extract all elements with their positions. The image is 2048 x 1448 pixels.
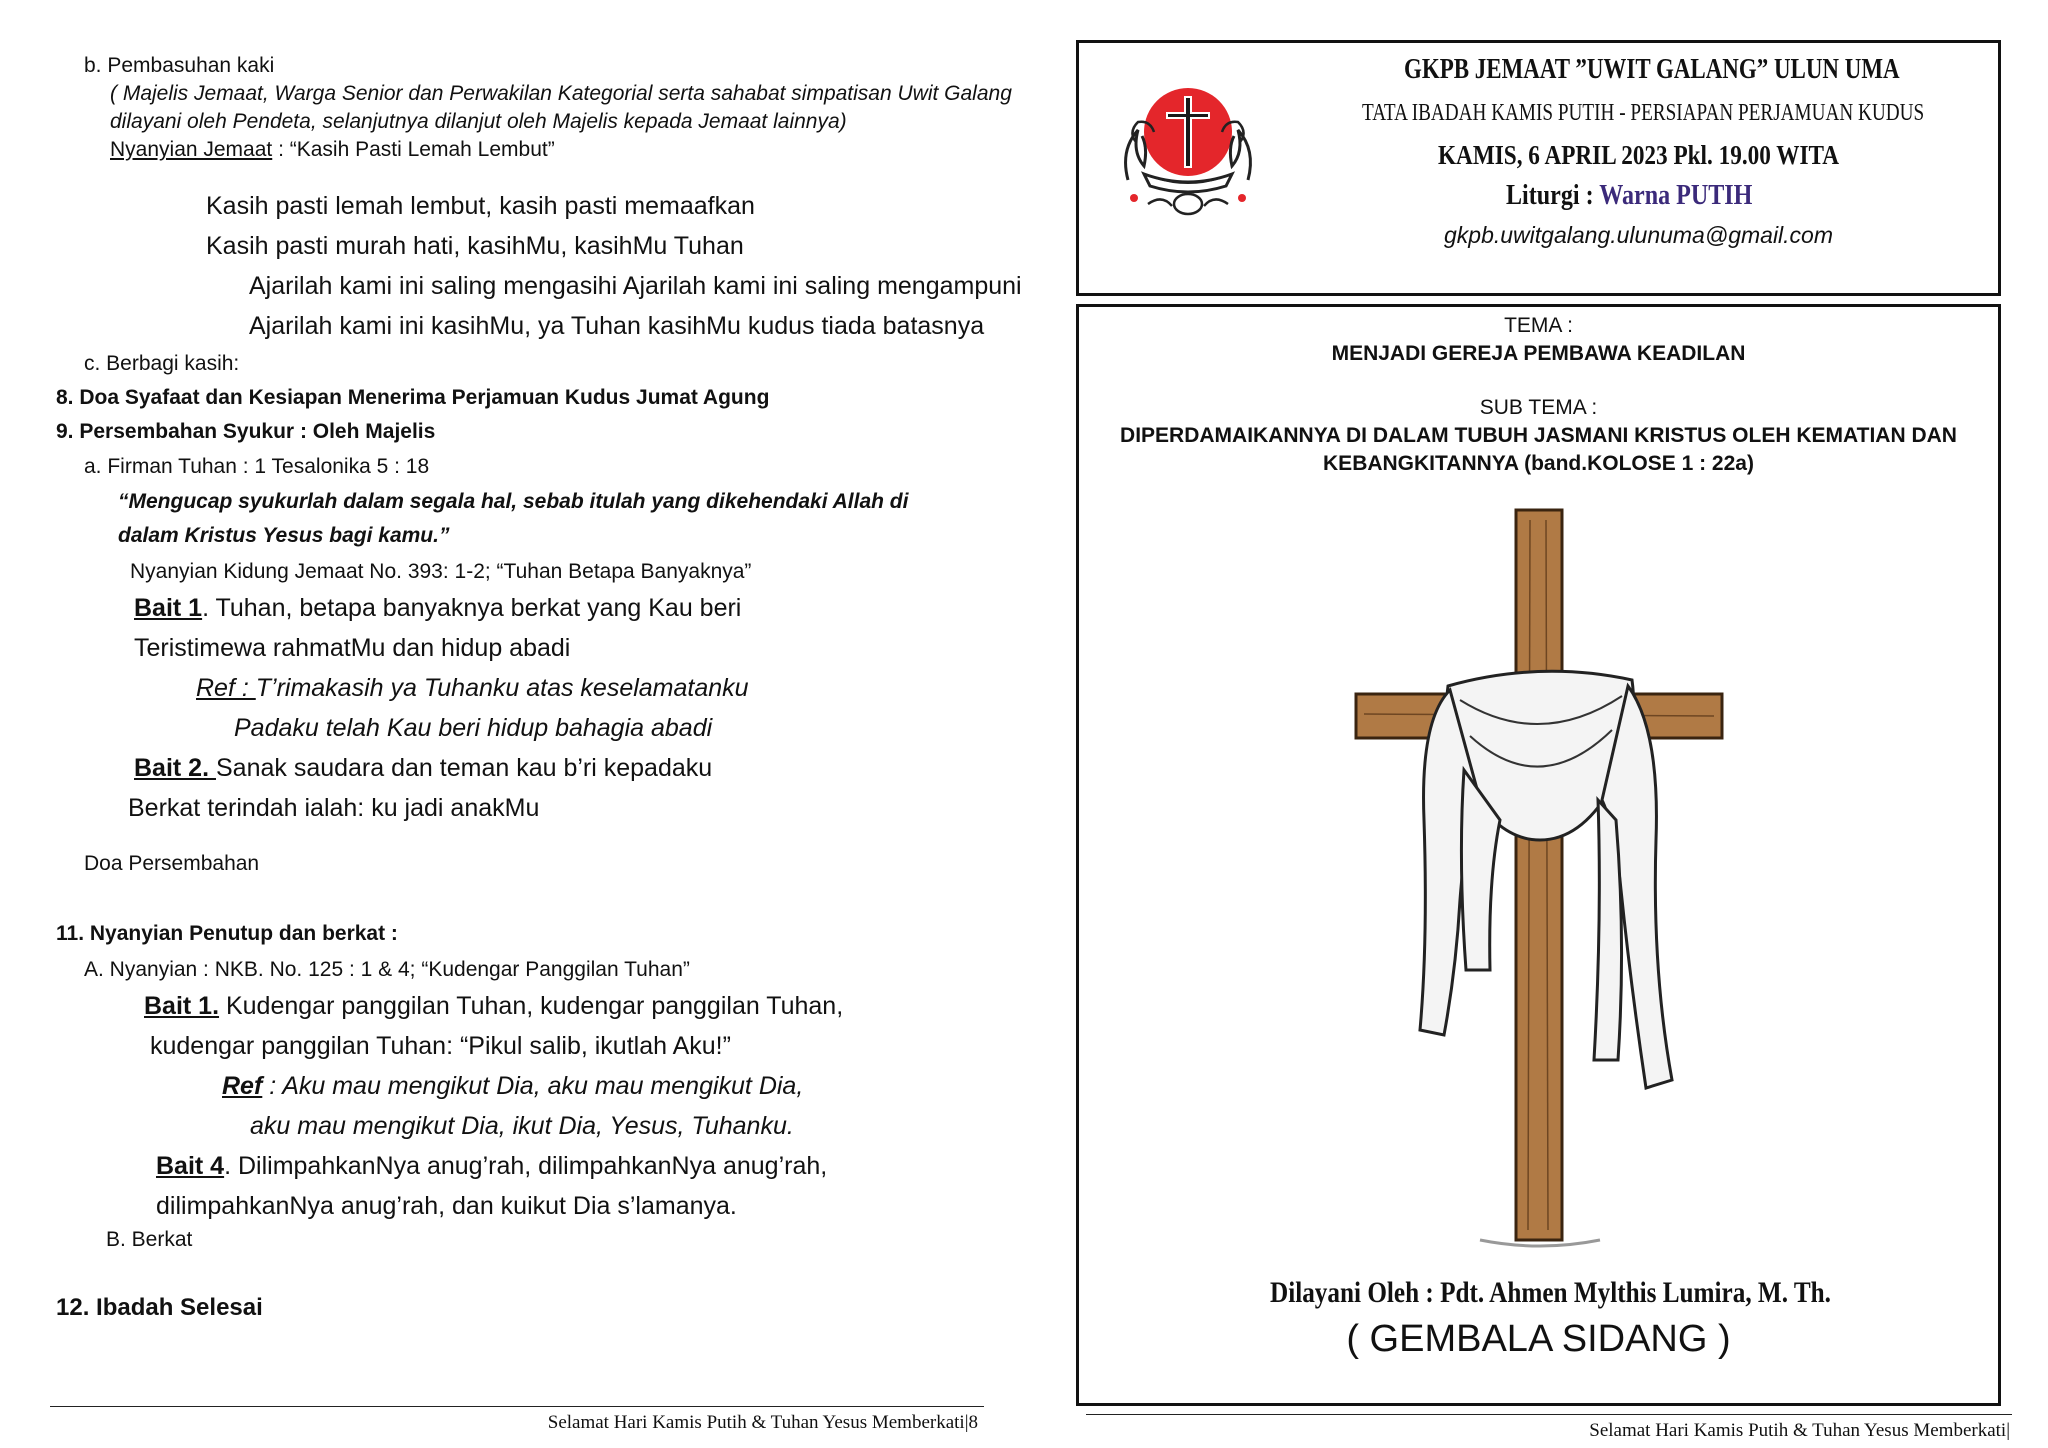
logo-right-dot	[1238, 194, 1246, 202]
ref1-text: T’rimakasih ya Tuhanku atas keselamatanku	[255, 674, 749, 702]
closing-bait4-text: . DilimpahkanNya anug’rah, dilimpahkanNya anug’rah,	[224, 1152, 828, 1180]
verse-line2: dalam Kristus Yesus bagi kamu.”	[118, 524, 450, 547]
logo-flower	[1174, 194, 1202, 214]
bait2-label: Bait 2.	[134, 754, 216, 782]
closing-bait1-line2: kudengar panggilan Tuhan: “Pikul salib, ikutlah Aku!”	[150, 1032, 731, 1060]
right-footer: Selamat Hari Kamis Putih & Tuhan Yesus Memberkati|	[1589, 1420, 2010, 1441]
bait2-line2: Berkat terindah ialah: ku jadi anakMu	[128, 794, 540, 822]
left-footer: Selamat Hari Kamis Putih & Tuhan Yesus Memberkati|8	[547, 1412, 978, 1433]
song1-heading	[110, 138, 555, 162]
church-logo	[1098, 70, 1278, 220]
nyanyian-a: A. Nyanyian : NKB. No. 125 : 1 & 4; “Kudengar Panggilan Tuhan”	[84, 958, 690, 981]
song1-line: Ajarilah kami ini kasihMu, ya Tuhan kasihMu kudus tiada batasnya	[249, 312, 985, 340]
tema-label: TEMA :	[1504, 314, 1573, 337]
service-title: TATA IBADAH KAMIS PUTIH - PERSIAPAN PERJAMUAN KUDUS	[1362, 100, 1925, 126]
song1-label: Nyanyian Jemaat	[110, 138, 273, 161]
doa-persembahan: Doa Persembahan	[84, 852, 260, 875]
liturgi-label: Liturgi :	[1506, 180, 1600, 211]
closing-bait4-line1	[156, 1152, 827, 1181]
closing-bait1-label: Bait 1.	[144, 992, 220, 1020]
closing-bait4-line2: dilimpahkanNya anug’rah, dan kuikut Dia s’lamanya.	[156, 1192, 737, 1220]
logo-left-leaf	[1148, 199, 1172, 206]
verse-line1: “Mengucap syukurlah dalam segala hal, sebab itulah yang dikehendaki Allah di	[118, 490, 909, 513]
ref1-label: Ref :	[196, 674, 256, 702]
liturgi-value: Warna PUTIH	[1599, 180, 1753, 211]
item-8: 8. Doa Syafaat dan Kesiapan Menerima Perjamuan Kudus Jumat Agung	[56, 386, 770, 409]
logo-cross-vertical-core	[1186, 98, 1190, 166]
firman-tuhan: a. Firman Tuhan : 1 Tesalonika 5 : 18	[84, 455, 430, 478]
item-b-title: b. Pembasuhan kaki	[84, 54, 275, 77]
bait1-line2: Teristimewa rahmatMu dan hidup abadi	[134, 634, 571, 662]
closing-bait1-line1	[144, 992, 843, 1021]
song1-line: Ajarilah kami ini saling mengasihi Ajarilah kami ini saling mengampuni	[249, 272, 1022, 300]
liturgi-line	[1506, 180, 1752, 212]
item-11: 11. Nyanyian Penutup dan berkat :	[56, 922, 398, 945]
left-footer-rule	[50, 1406, 984, 1407]
closing-ref-line1	[222, 1072, 803, 1101]
closing-ref-label: Ref	[222, 1072, 263, 1100]
logo-left-dot	[1130, 194, 1138, 202]
service-date: KAMIS, 6 APRIL 2023 Pkl. 19.00 WITA	[1438, 140, 1840, 170]
bait2-line1	[134, 754, 712, 783]
item-c-title: c. Berbagi kasih:	[84, 352, 240, 375]
logo-cross-horizontal-core	[1168, 114, 1208, 117]
ref1-line2: Padaku telah Kau beri hidup bahagia abadi	[234, 714, 713, 742]
right-footer-rule	[1086, 1414, 2012, 1415]
song1-line: Kasih pasti murah hati, kasihMu, kasihMu Tuhan	[206, 232, 744, 260]
closing-ref-line2: aku mau mengikut Dia, ikut Dia, Yesus, Tuhanku.	[250, 1112, 794, 1140]
subtema-label: SUB TEMA :	[1479, 396, 1598, 419]
logo-right-leaf	[1204, 199, 1228, 206]
cross-with-cloth-illustration	[1340, 500, 1740, 1250]
tema-text: MENJADI GEREJA PEMBAWA KEADILAN	[1331, 342, 1746, 365]
song1-title: : “Kasih Pasti Lemah Lembut”	[272, 138, 555, 161]
ref1-line1	[196, 674, 749, 703]
subtema-line2: KEBANGKITANNYA (band.KOLOSE 1 : 22a)	[1323, 452, 1754, 475]
church-name: GKPB JEMAAT ”UWIT GALANG” ULUN UMA	[1404, 54, 1900, 85]
bait1-label: Bait 1	[134, 594, 203, 622]
item-b-note-line1: ( Majelis Jemaat, Warga Senior dan Perwakilan Kategorial serta sahabat simpatisan Uwit Galang	[110, 82, 1012, 105]
closing-bait4-label: Bait 4	[156, 1152, 225, 1180]
item-9: 9. Persembahan Syukur : Oleh Majelis	[56, 420, 436, 443]
closing-bait1-text: Kudengar panggilan Tuhan, kudengar panggilan Tuhan,	[219, 992, 844, 1020]
bait1-text: . Tuhan, betapa banyaknya berkat yang Kau beri	[202, 594, 742, 622]
bait2-text: Sanak saudara dan teman kau b’ri kepadaku	[215, 754, 713, 782]
bait1-line1	[134, 594, 741, 623]
cross-post	[1516, 510, 1562, 1240]
subtema-line1: DIPERDAMAIKANNYA DI DALAM TUBUH JASMANI KRISTUS OLEH KEMATIAN DAN	[1120, 424, 1957, 447]
item-12: 12. Ibadah Selesai	[56, 1294, 263, 1321]
item-b-note-line2: dilayani oleh Pendeta, selanjutnya dilanjut oleh Majelis kepada Jemaat lainnya)	[110, 110, 847, 133]
closing-ref-text: : Aku mau mengikut Dia, aku mau mengikut Dia,	[262, 1072, 804, 1100]
gembala-sidang: ( GEMBALA SIDANG )	[1346, 1318, 1731, 1360]
email-address: gkpb.uwitgalang.ulunuma@gmail.com	[1444, 222, 1834, 248]
song1-line: Kasih pasti lemah lembut, kasih pasti memaafkan	[206, 192, 755, 220]
berkat: B. Berkat	[106, 1228, 193, 1251]
dilayani-oleh: Dilayani Oleh : Pdt. Ahmen Mylthis Lumira, M. Th.	[1270, 1276, 1831, 1309]
kidung-jemaat: Nyanyian Kidung Jemaat No. 393: 1-2; “Tuhan Betapa Banyaknya”	[130, 560, 752, 583]
cloth-right-tail-2	[1594, 800, 1622, 1060]
